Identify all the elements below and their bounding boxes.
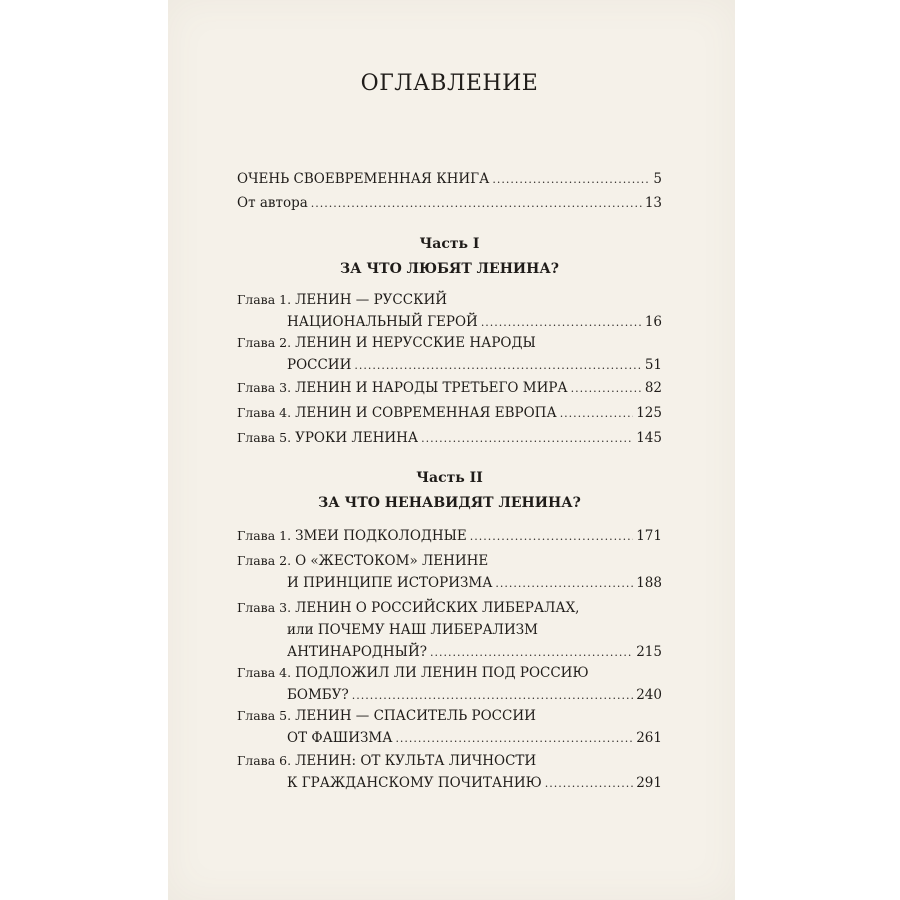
entry-page-number: 291 bbox=[636, 775, 662, 791]
chapter-title-line: НАЦИОНАЛЬНЫЙ ГЕРОЙ bbox=[287, 314, 478, 330]
toc-entry-author-note bbox=[237, 192, 662, 215]
chapter-title-line: ЛЕНИН И НАРОДЫ ТРЕТЬЕГО МИРА bbox=[295, 380, 568, 396]
leader-dots bbox=[545, 773, 633, 795]
part-1-heading bbox=[237, 234, 662, 279]
toc-chapter-2-2 bbox=[237, 550, 662, 595]
chapter-number: Глава 1. bbox=[237, 528, 292, 543]
chapter-number: Глава 5. bbox=[237, 708, 292, 723]
leader-dots bbox=[395, 728, 633, 750]
entry-page-number: 240 bbox=[636, 687, 662, 703]
chapter-number: Глава 3. bbox=[237, 380, 292, 395]
leader-dots bbox=[354, 355, 641, 377]
chapter-number: Глава 5. bbox=[237, 430, 292, 445]
toc-chapter-2-6 bbox=[237, 750, 662, 795]
chapter-number: Глава 1. bbox=[237, 292, 292, 307]
part-2-title: ЗА ЧТО НЕНАВИДЯТ ЛЕНИНА? bbox=[318, 495, 581, 511]
chapter-title-line: ЗМЕИ ПОДКОЛОДНЫЕ bbox=[295, 528, 467, 544]
toc-chapter-1-5 bbox=[237, 427, 662, 450]
chapter-number: Глава 4. bbox=[237, 405, 292, 420]
chapter-number: Глава 6. bbox=[237, 753, 292, 768]
chapter-title-line: К ГРАЖДАНСКОМУ ПОЧИТАНИЮ bbox=[287, 775, 542, 791]
chapter-title-line: РОССИИ bbox=[287, 357, 352, 373]
toc-chapter-1-2 bbox=[237, 332, 662, 377]
toc-entry-foreword bbox=[237, 168, 662, 191]
chapter-title-line: ЛЕНИН И СОВРЕМЕННАЯ ЕВРОПА bbox=[295, 405, 557, 421]
chapter-title-line: ЛЕНИН — СПАСИТЕЛЬ РОССИИ bbox=[295, 708, 536, 724]
chapter-title-line: ЛЕНИН — РУССКИЙ bbox=[295, 292, 448, 308]
leader-dots bbox=[430, 642, 633, 664]
entry-page-number: 82 bbox=[644, 380, 662, 396]
chapter-title-line: ЛЕНИН: ОТ КУЛЬТА ЛИЧНОСТИ bbox=[295, 753, 537, 769]
leader-dots bbox=[421, 428, 633, 450]
chapter-number: Глава 4. bbox=[237, 665, 292, 680]
entry-page-number: 16 bbox=[644, 314, 662, 330]
toc-chapter-2-3 bbox=[237, 597, 662, 664]
chapter-title-line: ЛЕНИН О РОССИЙСКИХ ЛИБЕРАЛАХ, bbox=[295, 600, 580, 616]
chapter-number: Глава 3. bbox=[237, 600, 292, 615]
entry-page-number: 215 bbox=[636, 644, 662, 660]
toc-chapter-2-4 bbox=[237, 662, 662, 707]
entry-page-number: 5 bbox=[653, 171, 662, 187]
part-2-label: Часть II bbox=[416, 470, 483, 486]
chapter-title-line: АНТИНАРОДНЫЙ? bbox=[287, 644, 427, 660]
entry-page-number: 261 bbox=[636, 730, 662, 746]
leader-dots bbox=[481, 312, 642, 334]
leader-dots bbox=[495, 573, 633, 595]
toc-chapter-1-3 bbox=[237, 377, 662, 400]
leader-dots bbox=[352, 685, 633, 707]
entry-label: ОЧЕНЬ СВОЕВРЕМЕННАЯ КНИГА bbox=[237, 171, 490, 187]
leader-dots bbox=[571, 378, 642, 400]
leader-dots bbox=[311, 193, 642, 215]
entry-page-number: 188 bbox=[636, 575, 662, 591]
entry-page-number: 51 bbox=[644, 357, 662, 373]
toc-chapter-1-1 bbox=[237, 289, 662, 334]
chapter-title-line: И ПРИНЦИПЕ ИСТОРИЗМА bbox=[287, 575, 493, 591]
chapter-title-line: УРОКИ ЛЕНИНА bbox=[295, 430, 419, 446]
chapter-title-line: ОТ ФАШИЗМА bbox=[287, 730, 393, 746]
leader-dots bbox=[492, 169, 650, 191]
leader-dots bbox=[470, 526, 633, 548]
chapter-number: Глава 2. bbox=[237, 335, 292, 350]
chapter-title-line: БОМБУ? bbox=[287, 687, 349, 703]
chapter-title-line: ЛЕНИН И НЕРУССКИЕ НАРОДЫ bbox=[295, 335, 536, 351]
toc-chapter-2-1 bbox=[237, 525, 662, 548]
leader-dots bbox=[560, 403, 634, 425]
toc-chapter-1-4 bbox=[237, 402, 662, 425]
chapter-title-line: О «ЖЕСТОКОМ» ЛЕНИНЕ bbox=[295, 553, 489, 569]
book-page bbox=[168, 0, 735, 900]
chapter-title-line: или ПОЧЕМУ НАШ ЛИБЕРАЛИЗМ bbox=[287, 622, 538, 638]
part-2-heading bbox=[237, 468, 662, 513]
toc-title: ОГЛАВЛЕНИЕ bbox=[360, 71, 539, 96]
entry-page-number: 171 bbox=[636, 528, 662, 544]
toc-chapter-2-5 bbox=[237, 705, 662, 750]
entry-page-number: 125 bbox=[636, 405, 662, 421]
chapter-title-line: ПОДЛОЖИЛ ЛИ ЛЕНИН ПОД РОССИЮ bbox=[295, 665, 589, 681]
entry-page-number: 13 bbox=[644, 195, 662, 211]
entry-page-number: 145 bbox=[636, 430, 662, 446]
part-1-label: Часть I bbox=[419, 236, 480, 252]
part-1-title: ЗА ЧТО ЛЮБЯТ ЛЕНИНА? bbox=[340, 261, 559, 277]
entry-label: От автора bbox=[237, 195, 308, 211]
chapter-number: Глава 2. bbox=[237, 553, 292, 568]
